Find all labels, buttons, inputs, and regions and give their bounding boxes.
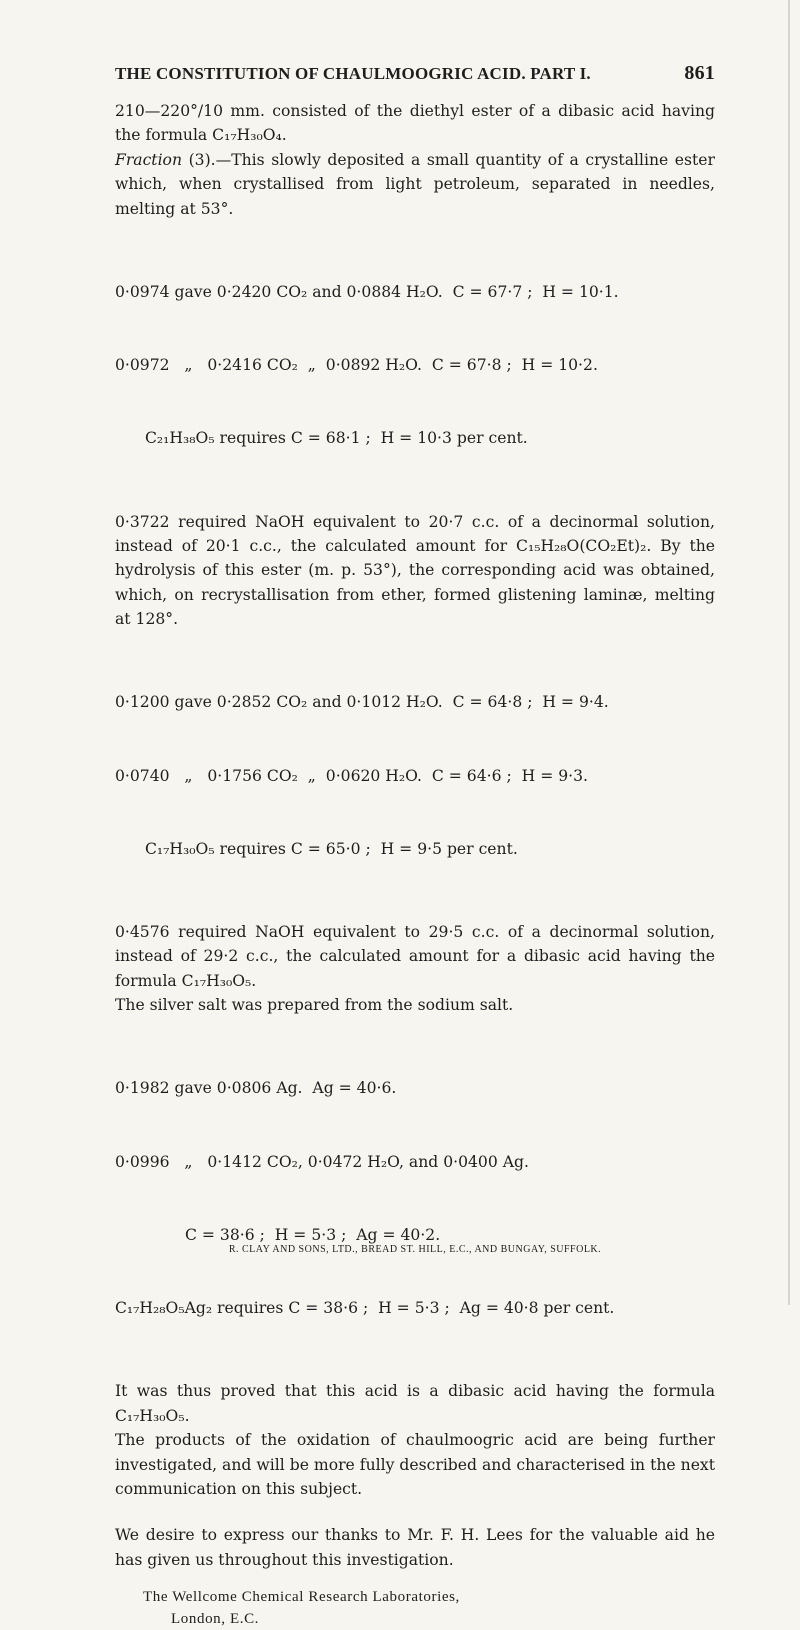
printer-footer: R. CLAY AND SONS, LTD., BREAD ST. HILL, E.C., AND BUNGAY, SUFFOLK. (228, 1244, 602, 1255)
running-title: THE CONSTITUTION OF CHAULMOOGRIC ACID. PART I. (115, 64, 591, 83)
page-number: 861 (684, 62, 715, 84)
fraction-3-text: (3).—This slowly deposited a small quantity of a crystalline ester which, when crystallised from light petroleum, separated in needles, melting at 53°. (115, 150, 715, 218)
page-edge-line (788, 0, 790, 1305)
running-header (115, 62, 715, 85)
analysis-requires: C₁₇H₂₈O₅Ag₂ requires C = 38·6 ; H = 5·3 ; Ag = 40·8 per cent. (115, 1299, 615, 1318)
paragraph-acknowledgement: We desire to express our thanks to Mr. F. H. Lees for the valuable aid he has given us throughout this investigation. (115, 1526, 715, 1569)
analysis-block-silver (115, 1028, 715, 1370)
analysis-requires: C₂₁H₃₈O₅ requires C = 68·1 ; H = 10·3 per cent. (145, 429, 528, 448)
analysis-line: 0·1200 gave 0·2852 CO₂ and 0·1012 H₂O. C = 64·8 ; H = 9·4. (115, 693, 609, 712)
fraction-label: Fraction (115, 150, 182, 169)
paragraph-saponification: 0·3722 required NaOH equivalent to 20·7 c.c. of a decinormal solution, instead of 20·1 c.c., the calculated amount for C₁₅H₂₈O(CO₂Et)₂. By the hydrolysis of this ester (m. p. 53°), the corresponding acid was obtained, which, on recrystallisation from ether, formed glistening laminæ, melting at 128°. (115, 512, 715, 629)
paragraph-fraction-3 (115, 148, 715, 221)
analysis-line: 0·0740 „ 0·1756 CO₂ „ 0·0620 H₂O. C = 64·6 ; H = 9·3. (115, 766, 588, 785)
analysis-line: 0·0996 „ 0·1412 CO₂, 0·0472 H₂O, and 0·0400 Ag. (115, 1152, 529, 1171)
analysis-block-acid (115, 642, 715, 910)
analysis-block-ester (115, 231, 715, 499)
paper-page (115, 62, 715, 1630)
analysis-line: C = 38·6 ; H = 5·3 ; Ag = 40·2. (185, 1225, 441, 1244)
analysis-line: 0·1982 gave 0·0806 Ag. Ag = 40·6. (115, 1079, 397, 1098)
paragraph-fraction-2-end: 210—220°/10 mm. consisted of the diethyl ester of a dibasic acid having the formula C₁₇H₃₀O₄. (115, 102, 715, 145)
paragraph-further-work: The products of the oxidation of chaulmoogric acid are being further investigated, and will be more fully described and characterised in the next communication on this subject. (115, 1431, 715, 1498)
paragraph-titration: 0·4576 required NaOH equivalent to 29·5 c.c. of a decinormal solution, instead of 29·2 c.c., the calculated amount for a dibasic acid having the formula C₁₇H₃₀O₅. (115, 923, 715, 990)
institution-name: The Wellcome Chemical Research Laboratories, (143, 1589, 460, 1606)
institution-signoff (115, 1586, 715, 1630)
paragraph-conclusion: It was thus proved that this acid is a dibasic acid having the formula C₁₇H₃₀O₅. (115, 1382, 715, 1425)
analysis-line: 0·0974 gave 0·2420 CO₂ and 0·0884 H₂O. C = 67·7 ; H = 10·1. (115, 282, 619, 301)
analysis-line: 0·0972 „ 0·2416 CO₂ „ 0·0892 H₂O. C = 67·8 ; H = 10·2. (115, 356, 598, 375)
paragraph-silver-salt: The silver salt was prepared from the sodium salt. (115, 996, 514, 1015)
analysis-requires: C₁₇H₃₀O₅ requires C = 65·0 ; H = 9·5 per cent. (145, 839, 518, 858)
institution-location: London, E.C. (171, 1611, 260, 1628)
